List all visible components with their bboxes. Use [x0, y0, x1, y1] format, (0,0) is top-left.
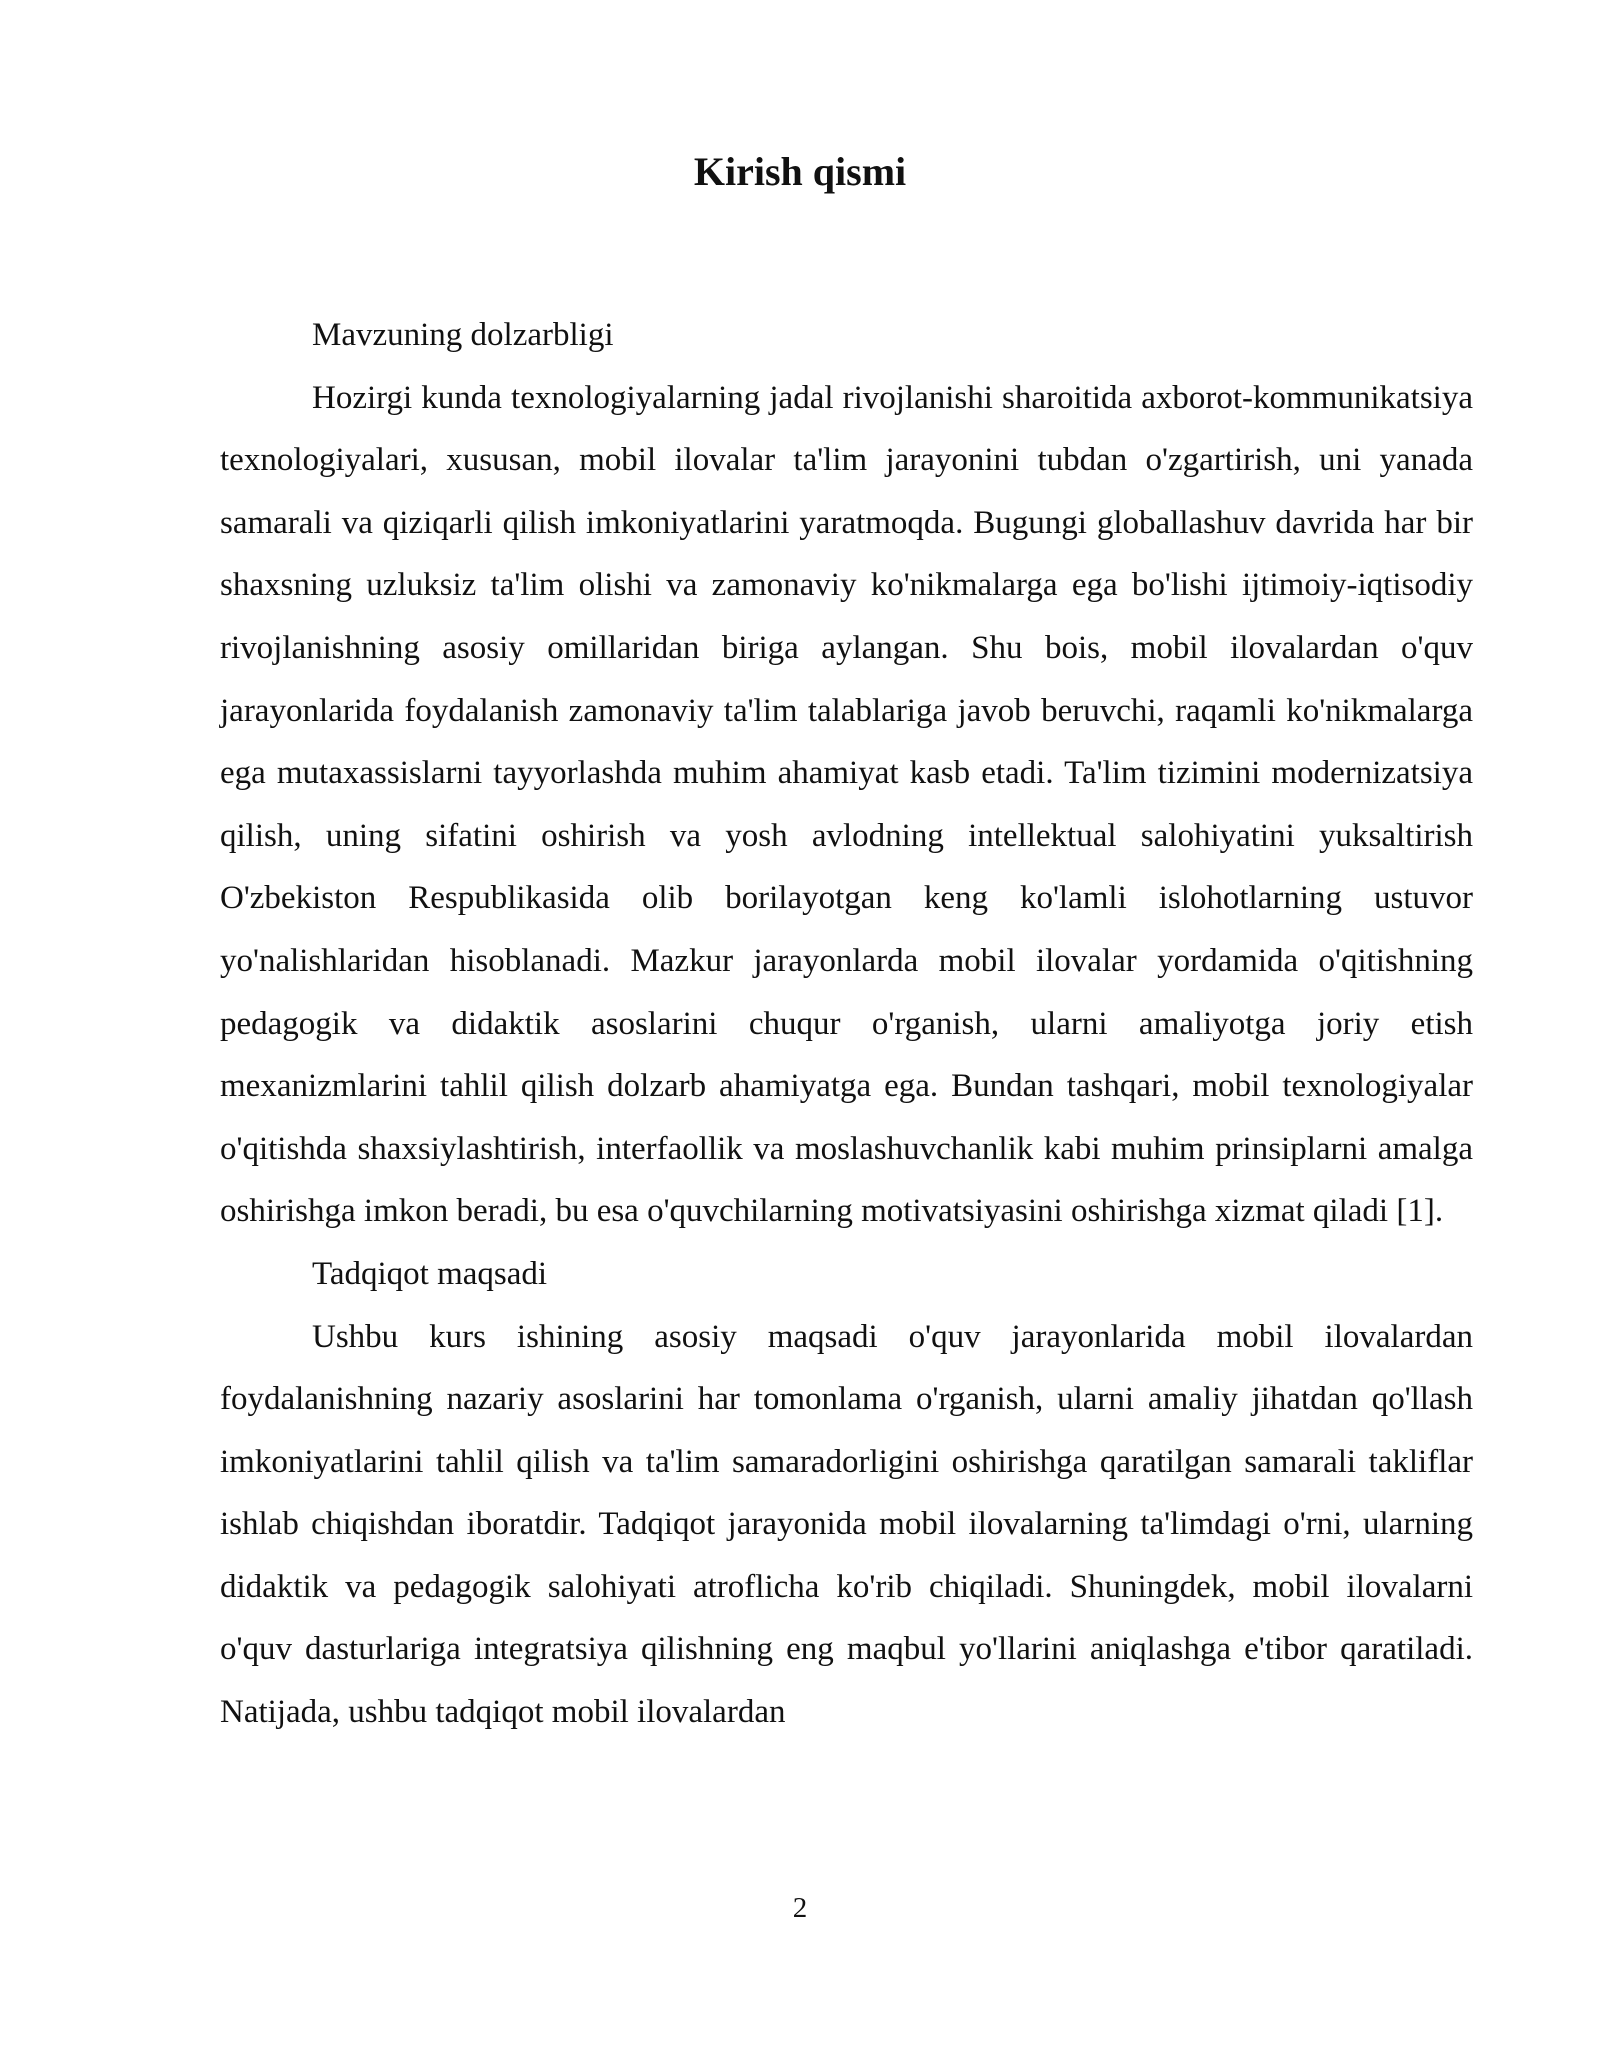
page-number: 2	[792, 1892, 808, 1924]
section-paragraph-research-goal: Ushbu kurs ishining asosiy maqsadi o'quv jarayonlarida mobil ilovalardan foydalanishning nazariy asoslarini har tomonlama o'rganish, ularni amaliy jihatdan qo'llash imkoniyatlarini tahlil qilish va ta'lim samaradorligini oshirishga qaratilgan samarali takliflar ishlab chiqishdan iboratdir. Tadqiqot jarayonida mobil ilovalarning ta'limdagi o'rni, ularning didaktik va pedagogik salohiyati atroflicha ko'rib chiqiladi. Shuningdek, mobil ilovalarni o'quv dasturlariga integratsiya qilishning eng maqbul yo'llarini aniqlashga e'tibor qaratiladi. Natijada, ushbu tadqiqot mobil ilovalardan	[220, 1318, 1473, 1731]
page-title: Kirish qismi	[693, 149, 907, 194]
section-heading-relevance: Mavzuning dolzarbligi	[312, 317, 614, 353]
section-heading-research-goal: Tadqiqot maqsadi	[312, 1255, 548, 1292]
document-body	[220, 304, 1473, 1744]
section-paragraph-relevance: Hozirgi kunda texnologiyalarning jadal rivojlanishi sharoitida axborot-kommunikatsiya texnologiyalari, xususan, mobil ilovalar ta'lim jarayonini tubdan o'zgartirish, uni yanada samarali va qiziqarli qilish imkoniyatlarini yaratmoqda. Bugungi globallashuv davrida har bir shaxsning uzluksiz ta'lim olishi va zamonaviy ko'nikmalarga ega bo'lishi ijtimoiy-iqtisodiy rivojlanishning asosiy omillaridan biriga aylangan. Shu bois, mobil ilovalardan o'quv jarayonlarida foydalanish zamonaviy ta'lim talablariga javob beruvchi, raqamli ko'nikmalarga ega mutaxassislarni tayyorlashda muhim ahamiyat kasb etadi. Ta'lim tizimini modernizatsiya qilish, uning sifatini oshirish va yosh avlodning intellektual salohiyatini yuksaltirish O'zbekiston Respublikasida olib borilayotgan keng ko'lamli islohotlarning ustuvor yo'nalishlaridan hisoblanadi. Mazkur jarayonlarda mobil ilovalar yordamida o'qitishning pedagogik va didaktik asoslarini chuqur o'rganish, ularni amaliyotga joriy etish mexanizmlarini tahlil qilish dolzarb ahamiyatga ega. Bundan tashqari, mobil texnologiyalar o'qitishda shaxsiylashtirish, interfaollik va moslashuvchanlik kabi muhim prinsiplarni amalga oshirishga imkon beradi, bu esa o'quvchilarning motivatsiyasini oshirishga xizmat qiladi [1].	[220, 379, 1473, 1230]
